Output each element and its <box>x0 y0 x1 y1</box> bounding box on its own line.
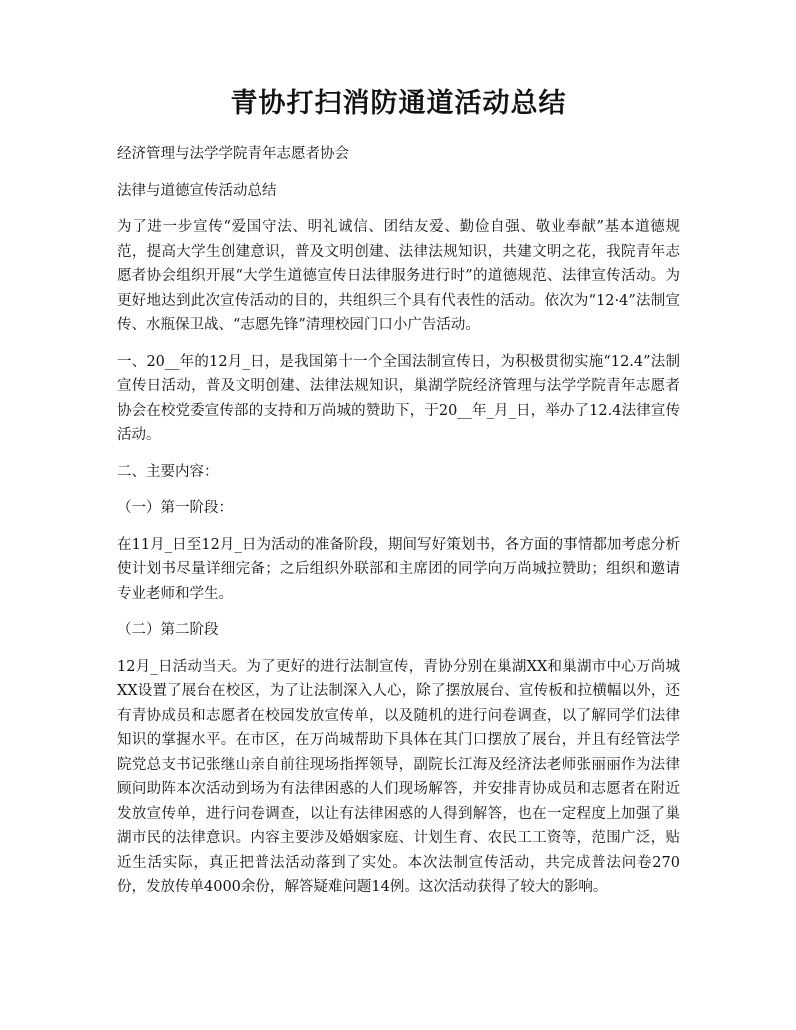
document-page <box>117 88 680 912</box>
document-title: 青协打扫消防通道活动总结 <box>230 88 567 119</box>
section-one-paragraph: 一、20__年的12月_日，是我国第十一个全国法制宣传日，为积极贯彻实施“12.4”法制宣传日活动，普及文明创建、法律法规知识，巢湖学院经济管理与法学学院青年志愿者协会在校党委宣传部的支持和万尚城的赞助下，于20__年_月_日，举办了12.4法律宣传活动。 <box>117 353 680 444</box>
phase-one-heading: （一）第一阶段： <box>117 500 233 517</box>
phase-two-paragraph: 12月_日活动当天。为了更好的进行法制宣传，青协分别在巢湖XX和巢湖市中心万尚城XX设置了展台在校区，为了让法制深入人心，除了摆放展台、宣传板和拉横幅以外，还有青协成员和志愿者在校园发放宣传单，以及随机的进行问卷调查，以了解同学们法律知识的掌握水平。在市区，在万尚城帮助下具体在其门口摆放了展台，并且有经管法学院党总支书记张继山亲自前往现场指挥领导，副院长江海及经济法老师张丽丽作为法律顾问助阵本次活动到场为有法律困惑的人们现场解答，并安排青协成员和志愿者在附近发放宣传单，进行问卷调查，以让有法律困惑的人得到解答，也在一定程度上加强了巢湖市民的法律意识。内容主要涉及婚姻家庭、计划生育、农民工工资等，范围广泛，贴近生活实际，真正把普法活动落到了实处。本次法制宣传活动，共完成普法问卷270份，发放传单4000余份，解答疑难问题14例。这次活动获得了较大的影响。 <box>117 658 680 896</box>
main-content-heading: 二、主要内容： <box>117 463 219 480</box>
organization-line: 经济管理与法学学院青年志愿者协会 <box>117 146 349 163</box>
intro-paragraph: 为了进一步宣传“爱国守法、明礼诚信、团结友爱、勤俭自强、敬业奉献”基本道德规范，提高大学生创建意识，普及文明创建、法律法规知识，共建文明之花，我院青年志愿者协会组织开展“大学生道德宣传日法律服务进行时”的道德规范、法律宣传活动。为更好地达到此次宣传活动的目的，共组织三个具有代表性的活动。依次为“12·4”法制宣传、水瓶保卫战、“志愿先锋”清理校园门口小广告活动。 <box>117 219 680 334</box>
phase-one-paragraph: 在11月_日至12月_日为活动的准备阶段，期间写好策划书，各方面的事情都加考虑分析使计划书尽量详细完备；之后组织外联部和主席团的同学向万尚城拉赞助；组织和邀请专业老师和学生。 <box>117 536 680 602</box>
phase-two-heading: （二）第二阶段 <box>117 622 219 639</box>
subtitle-line: 法律与道德宣传活动总结 <box>117 182 277 199</box>
